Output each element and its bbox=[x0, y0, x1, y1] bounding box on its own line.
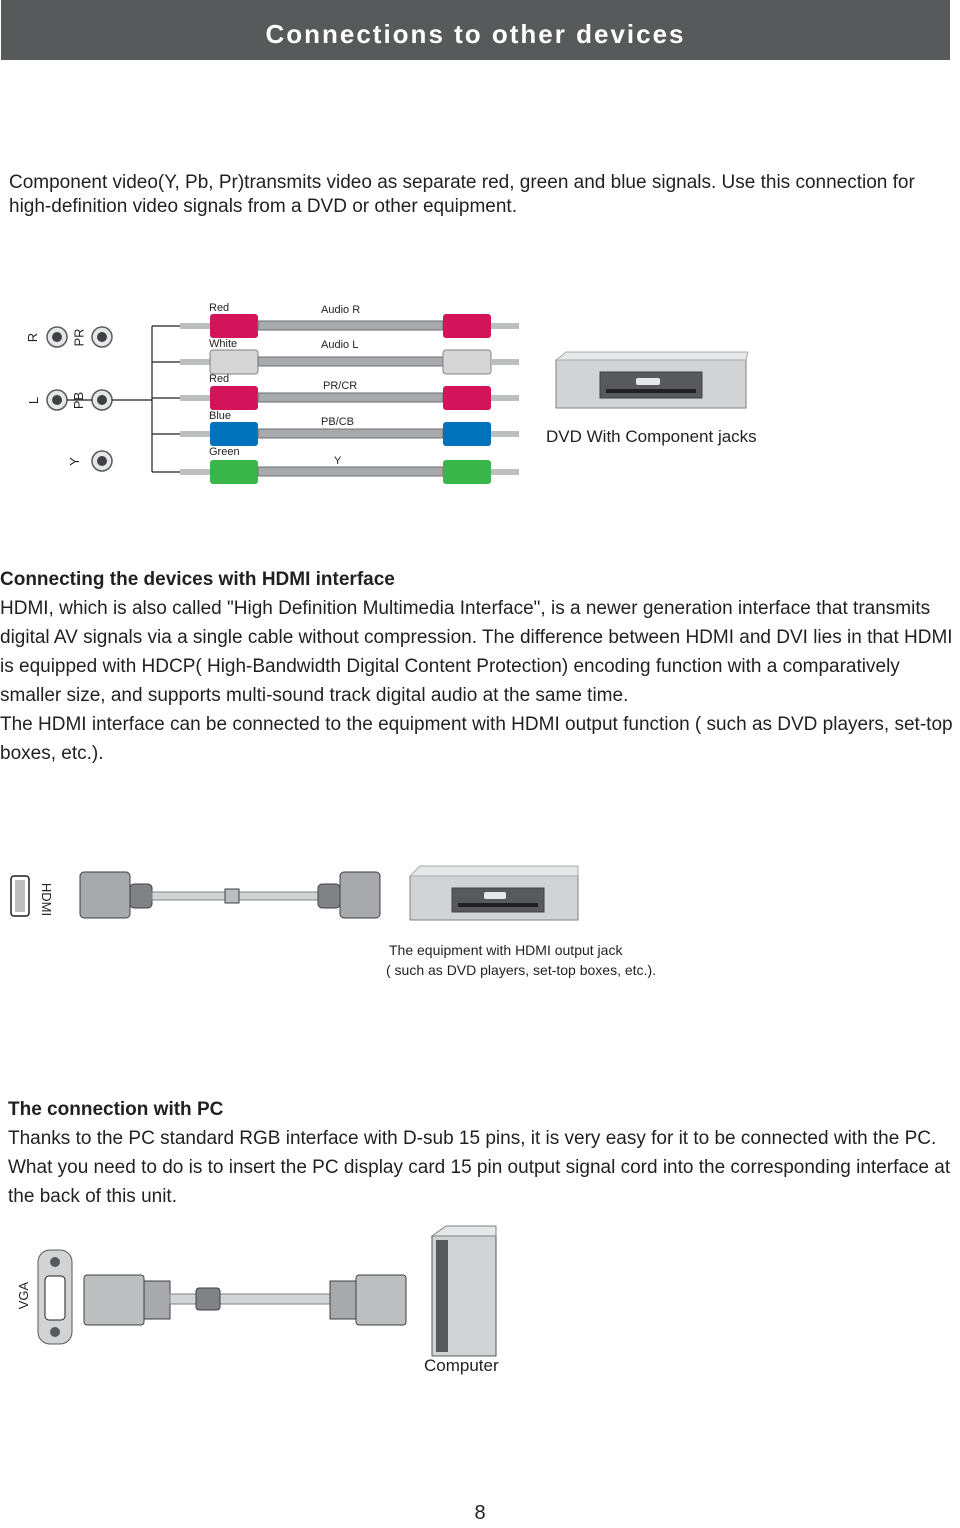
page-title: Connections to other devices bbox=[265, 19, 686, 49]
cable-label: PR/CR bbox=[323, 380, 358, 392]
jack-label-y: Y bbox=[66, 457, 82, 466]
vga-cable bbox=[84, 1275, 406, 1325]
cable-label: Audio R bbox=[321, 304, 361, 316]
plug-color-label: Red bbox=[209, 373, 230, 385]
pc-heading: The connection with PC bbox=[8, 1099, 224, 1120]
dvd-caption: DVD With Component jacks bbox=[546, 427, 757, 446]
jack-label-pb: PB bbox=[71, 391, 87, 410]
hdmi-caption-line1: The equipment with HDMI output jack bbox=[389, 942, 623, 958]
hdmi-heading: Connecting the devices with HDMI interface bbox=[0, 569, 395, 590]
component-intro-text: Component video(Y, Pb, Pr)transmits video as separate red, green and blue signals. Use this connection for high-definition video signals from a DVD or other equipment. bbox=[9, 172, 915, 217]
pc-description: Thanks to the PC standard RGB interface with D-sub 15 pins, it is very easy for it to be connected with the PC. What you need to do is to insert the PC display card 15 pin output signal cord into the corresponding interface at the back of this unit. bbox=[8, 1128, 951, 1207]
jack-label-r: R bbox=[25, 332, 41, 343]
page-number: 8 bbox=[474, 1502, 486, 1524]
cable-label: PB/CB bbox=[321, 416, 355, 428]
computer-caption: Computer bbox=[424, 1356, 499, 1375]
hdmi-port-label: HDMI bbox=[39, 882, 55, 917]
computer-tower-illustration bbox=[432, 1226, 496, 1356]
hdmi-caption-line2: ( such as DVD players, set-top boxes, etc.). bbox=[386, 962, 656, 978]
jack-label-pr: PR bbox=[71, 328, 87, 347]
cable-label: Audio L bbox=[321, 339, 359, 351]
plug-color-label: White bbox=[209, 338, 238, 350]
hdmi-usage-note: The HDMI interface can be connected to the equipment with HDMI output function ( such as DVD players, set-top boxes, etc.). bbox=[0, 714, 953, 764]
hdmi-description: HDMI, which is also called "High Definition Multimedia Interface", is a newer generation interface that transmits digital AV signals via a single cable without compression. The difference between HDMI and DVI lies in that HDMI is equipped with HDCP( High-Bandwidth Digital Content Protection) encoding function with a comparatively smaller size, and supports multi-sound track digital audio at the same time. bbox=[0, 598, 953, 706]
vga-port-icon bbox=[38, 1250, 72, 1344]
plug-color-label: Red bbox=[209, 302, 230, 314]
plug-color-label: Blue bbox=[209, 410, 232, 422]
jack-label-l: L bbox=[26, 396, 42, 405]
vga-port-label: VGA bbox=[16, 1281, 32, 1310]
cable-label: Y bbox=[334, 455, 342, 467]
plug-color-label: Green bbox=[209, 446, 240, 458]
